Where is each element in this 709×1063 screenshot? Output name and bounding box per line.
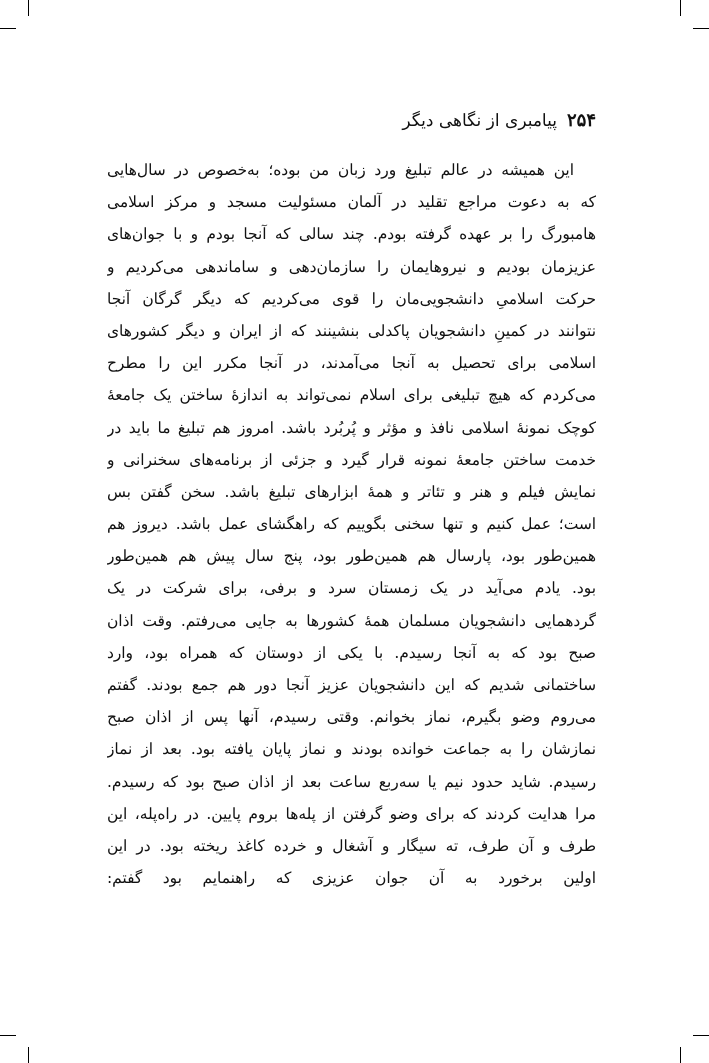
text-line: است؛ عمل کنیم و تنها سخنی بگوییم که راهگشای عمل باشد. دیروز هم (107, 515, 596, 534)
crop-mark-top-left-h (0, 28, 16, 29)
text-line: ساختمانی شدیم که این دانشجویان عزیز آنجا دور هم جمع بودند. گفتم (107, 676, 596, 694)
text-line: مرا هدایت کردند که برای وضو گرفتن از پله‌ها بروم پایین. در راه‌پله، این (107, 804, 596, 823)
text-line: این همیشه در عالم تبلیغ ورد زبان من بوده؛ به‌خصوص در سال‌هایی (107, 161, 574, 179)
body-paragraph (107, 154, 596, 894)
text-line: می‌روم وضو بگیرم، نماز بخوانم. وقتی رسیدم، آنها پس از اذان صبح (107, 708, 596, 727)
text-line: صبح بود که به آنجا رسیدم. با یکی از دوستان که همراه بود، وارد (107, 643, 596, 662)
text-line: همین‌طور بود، پارسال هم همین‌طور بود، پنج سال پیش هم همین‌طور (107, 547, 596, 566)
text-line: که به دعوت مراجع تقلید در آلمان مسئولیت مسجد و مرکز اسلامی (107, 193, 596, 212)
crop-mark-top-left-v (28, 0, 29, 16)
crop-mark-top-right-v (680, 0, 681, 16)
text-line: کوچک نمونهٔ اسلامی نافذ و مؤثر و پُربُرد باشد. امروز هم تبلیغ ما باید در (107, 418, 596, 437)
crop-mark-bottom-right-v (680, 1047, 681, 1063)
text-line: اولین برخورد به آن جوان عزیزی که راهنمایم بود گفتم: (107, 869, 596, 888)
text-line: حرکت اسلامیِ دانشجویی‌مان را قوی می‌کردیم که دیگر گرگان آنجا (107, 289, 596, 308)
text-line: طرف و آن طرف، ته سیگار و آشغال و خرده کاغذ ریخته بود. در این (107, 836, 596, 855)
text-line: بود. یادم می‌آید در یک زمستان سرد و برفی، برای شرکت در یک (107, 579, 596, 598)
text-line: نمایش فیلم و هنر و تئاتر و همهٔ ابزارهای تبلیغ باشد. سخن گفتن بس (107, 482, 596, 501)
text-line: می‌کردم که هیچ تبلیغی برای اسلام نمی‌تواند به اندازهٔ ساختن یک جامعهٔ (107, 386, 596, 405)
crop-mark-bottom-left-h (0, 1035, 16, 1036)
text-line: خدمت ساختن جامعهٔ نمونه قرار گیرد و جزئی از برنامه‌های سخنرانی و (107, 450, 596, 469)
running-title: پیامبری از نگاهی دیگر (402, 111, 557, 131)
text-line: هامبورگ را بر عهده گرفته بودم. چند سالی که آنجا بودم و با جوان‌های (107, 225, 596, 244)
text-line: نمازشان را به جماعت خوانده بودند و نماز پایان یافته بود. بعد از نماز (107, 740, 596, 759)
text-line: نتوانند در کمینِ دانشجویان پاکدلی بنشینند که از ایران و دیگر کشورهای (107, 321, 596, 340)
text-line: گردهمایی دانشجویان مسلمان همهٔ کشورها به جایی می‌رفتم. وقت اذان (107, 611, 596, 630)
crop-mark-top-right-h (693, 28, 709, 29)
crop-mark-bottom-left-v (28, 1047, 29, 1063)
page-header (107, 110, 596, 140)
text-line: اسلامی برای تحصیل به آنجا می‌آمدند، در آنجا مکرر این را مطرح (107, 354, 596, 373)
text-line: عزیزمان بودیم و نیروهایمان را سازمان‌دهی و ساماندهی می‌کردیم و (107, 257, 596, 276)
crop-mark-bottom-right-h (693, 1035, 709, 1036)
text-line: رسیدم. شاید حدود نیم یا سه‌ربع ساعت بعد از اذان صبح بود که رسیدم. (107, 772, 596, 791)
page-number: ۲۵۴ (566, 110, 596, 131)
